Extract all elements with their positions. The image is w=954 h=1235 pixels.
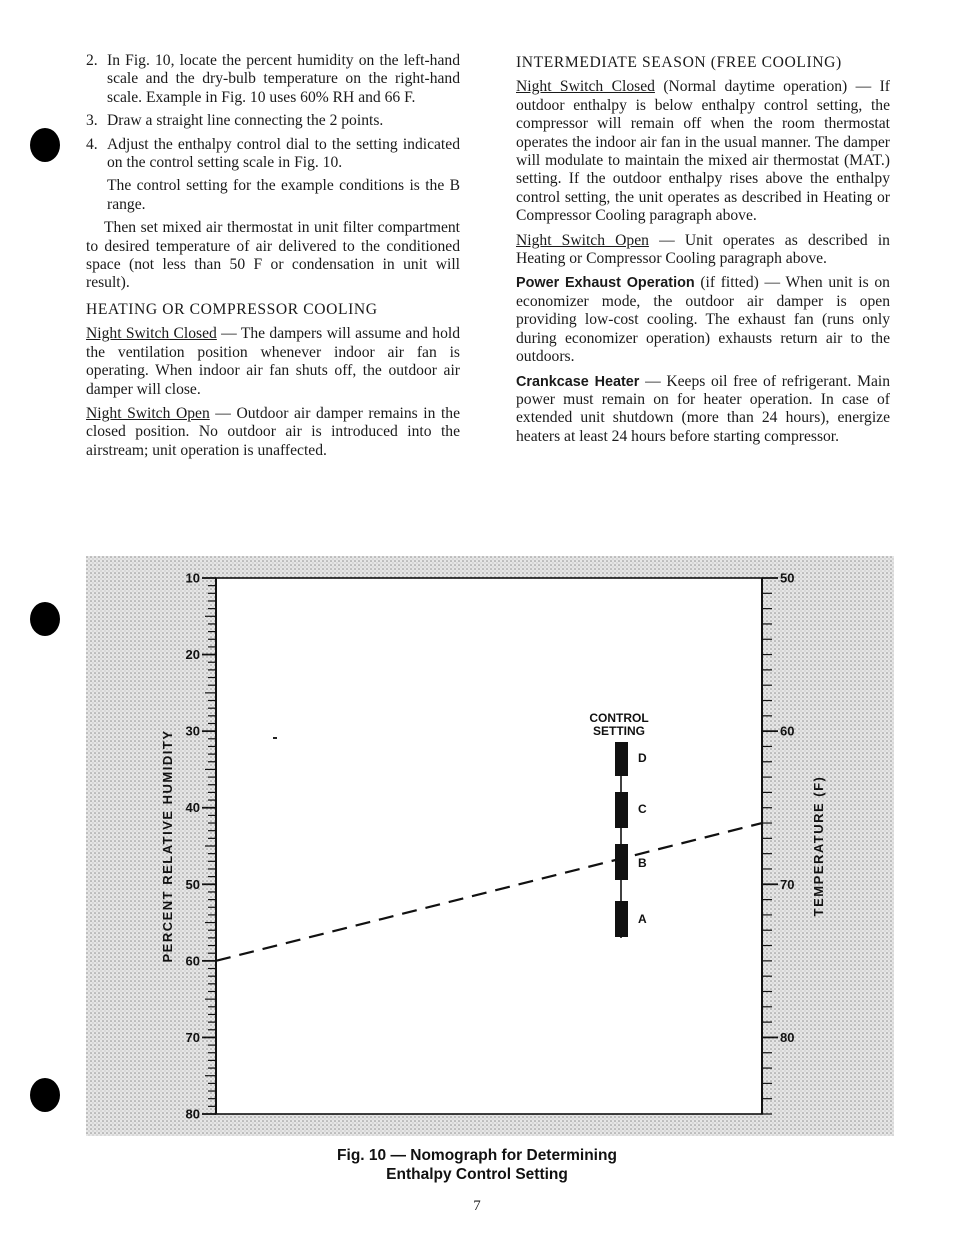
intermediate-season-heading: INTERMEDIATE SEASON (FREE COOLING) <box>516 54 842 71</box>
step-4 <box>86 136 460 173</box>
crankcase-heater-label: Crankcase Heater <box>516 373 640 390</box>
night-switch-open-label: Night Switch Open <box>86 404 210 422</box>
left-column <box>86 52 460 466</box>
step-number: 4. <box>86 135 98 153</box>
night-switch-closed-text: — The dampers will assume and hold the ventilation position whenever indoor air fan is operating. When indoor air fan shuts off, the outdoor air damper will close. <box>86 325 461 398</box>
heating-heading: HEATING OR COMPRESSOR COOLING <box>86 300 378 318</box>
control-range-c-label: C <box>638 802 647 816</box>
step-2 <box>86 52 460 107</box>
step-number: 2. <box>86 52 98 69</box>
night-switch-closed-label: Night Switch Closed <box>86 325 217 343</box>
left-tick-label: 60 <box>185 953 200 969</box>
control-setting-label-line2: SETTING <box>592 724 646 738</box>
step-text: Adjust the enthalpy control dial to the setting indicated on the control setting scale in Fig. 10. <box>107 135 460 172</box>
night-switch-closed-paragraph <box>86 325 460 399</box>
night-switch-open-text: — Outdoor air damper remains in the closed position. No outdoor air is introduced into the airstream; unit operation is unaffected. <box>86 404 460 459</box>
control-range-d-label: D <box>638 751 647 765</box>
night-switch-open-paragraph <box>86 405 460 460</box>
left-tick-label: 20 <box>185 647 200 663</box>
caption-line-1: Fig. 10 — Nomograph for Determining <box>337 1147 617 1164</box>
left-tick-label: 10 <box>185 570 200 586</box>
right-tick-label: 60 <box>780 723 795 739</box>
power-exhaust-label: Power Exhaust Operation <box>516 275 695 292</box>
power-exhaust-paragraph <box>516 274 890 366</box>
step-text: Draw a straight line connecting the 2 points. <box>107 112 384 130</box>
right-tick-label: 50 <box>780 570 795 586</box>
free-cooling-open-paragraph <box>516 232 890 269</box>
step-text: In Fig. 10, locate the percent humidity on the left-hand scale and the dry-bulb temperature on the right-hand scale. Example in Fig. 10 uses 60% RH and 66 F. <box>107 52 460 106</box>
power-exhaust-text: (if fitted) — When unit is on economizer mode, the outdoor air damper is open providing low-cost cooling. The exhaust fan (runs only during economizer operation) exhausts return air to the outdoors. <box>516 274 890 366</box>
stray-mark <box>273 737 277 739</box>
control-range-b-label: B <box>638 856 647 870</box>
night-switch-closed-text: (Normal daytime operation) — If outdoor enthalpy is below enthalpy control setting, the compressor will remain off when the room thermostat operates the indoor air fan in the usual manner. The damper will modulate to maintain the mixed air thermostat (MAT.) setting. If the outdoor enthalpy rises above the enthalpy control setting, the unit operates as described in Heating or Compressor Cooling paragraph above. <box>516 78 890 225</box>
right-column <box>516 52 890 452</box>
control-range-b-bar <box>615 844 628 880</box>
step-4-note: The control setting for the example conditions is the B range. <box>107 177 460 213</box>
left-tick-label: 50 <box>185 876 200 892</box>
free-cooling-closed-paragraph <box>516 78 890 225</box>
page-number: 7 <box>473 1198 481 1214</box>
night-switch-open-label: Night Switch Open <box>516 231 649 249</box>
left-tick-label: 70 <box>185 1029 200 1045</box>
crankcase-heater-paragraph <box>516 373 890 447</box>
control-setting-label-line1: CONTROL <box>589 711 649 725</box>
night-switch-open-text: — Unit operates as described in Heating or Compressor Cooling paragraph above. <box>516 231 890 268</box>
binder-hole-middle <box>30 602 60 636</box>
step-number: 3. <box>86 112 98 130</box>
right-scale-title: TEMPERATURE (F) <box>811 775 826 917</box>
control-range-a-label: A <box>638 912 647 926</box>
left-tick-label: 80 <box>185 1106 200 1122</box>
control-range-a-bar <box>615 901 628 937</box>
right-tick-label: 80 <box>780 1029 795 1045</box>
figure-caption <box>0 1146 954 1184</box>
left-scale-title: PERCENT RELATIVE HUMIDITY <box>160 729 175 963</box>
control-range-d-bar <box>615 742 628 776</box>
binder-hole-top <box>30 128 60 162</box>
left-tick-label: 40 <box>185 800 200 816</box>
night-switch-closed-label: Night Switch Closed <box>516 78 655 96</box>
binder-hole-bottom <box>30 1078 60 1112</box>
control-range-c-bar <box>615 792 628 828</box>
crankcase-heater-text: — Keeps oil free of refrigerant. Main power must remain on for heater operation. In case of extended unit shutdown (more than 24 hours), energize heaters at least 24 hours before starting compressor. <box>516 372 890 445</box>
enthalpy-nomograph <box>86 556 894 1136</box>
thermostat-paragraph: Then set mixed air thermostat in unit filter compartment to desired temperature of air delivered to the conditioned space (not less than 50 F or condensation in unit will result). <box>86 219 460 292</box>
nomograph-panel <box>216 578 762 1114</box>
caption-line-2: Enthalpy Control Setting <box>386 1166 568 1183</box>
left-tick-label: 30 <box>185 723 200 739</box>
right-tick-label: 70 <box>780 876 795 892</box>
step-3 <box>86 112 460 130</box>
